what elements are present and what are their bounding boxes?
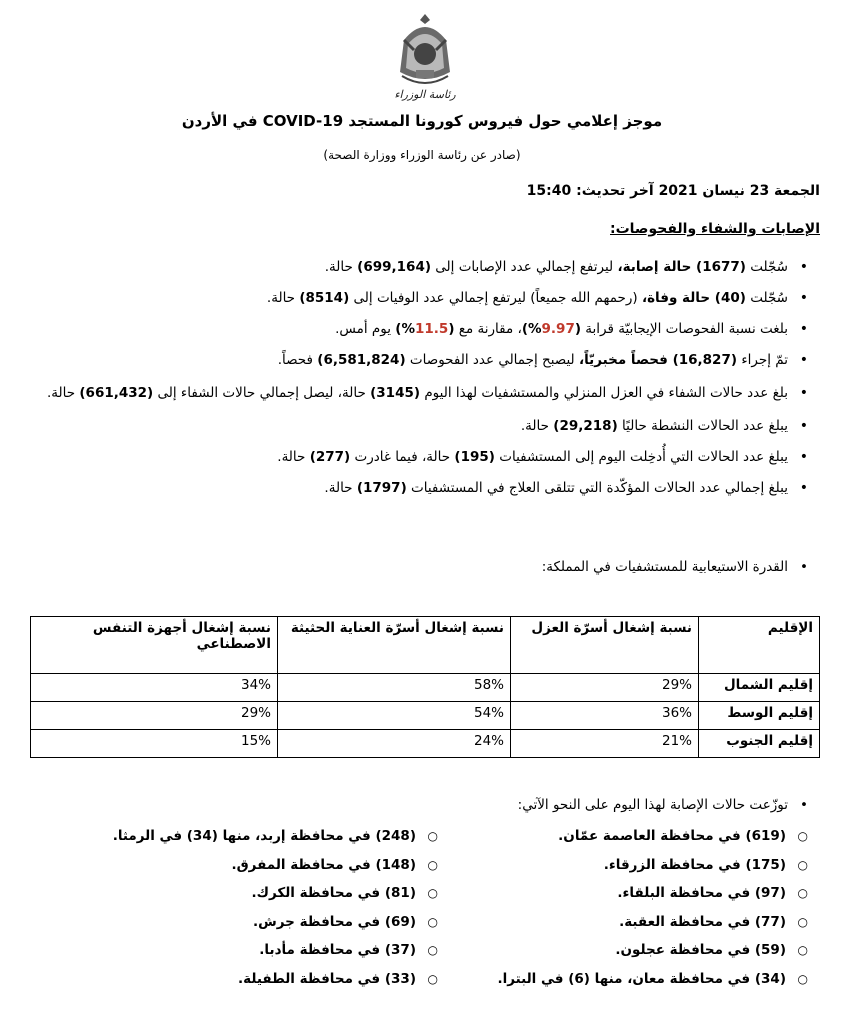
list-item: ○ (97) في محافظة البلقاء.: [454, 879, 814, 908]
table-cell: 58%: [278, 674, 511, 702]
table-cell: 21%: [511, 730, 699, 758]
table-cell: 54%: [278, 702, 511, 730]
list-item: • بلغ عدد حالات الشفاء في العزل المنزلي والمستشفيات لهذا اليوم (3145) حالة، ليصل إجمالي حالات الشفاء إلى (661,432) حالة.: [24, 380, 814, 406]
stats-list: [24, 256, 814, 508]
list-item: ○ (248) في محافظة إربد، منها (34) في الرمثا.: [30, 822, 444, 851]
list-item: ○ (37) في محافظة مأدبا.: [30, 936, 444, 965]
list-item: • يبلغ عدد الحالات النشطة حاليًا (29,218) حالة.: [24, 415, 814, 437]
list-item: ○ (81) في محافظة الكرك.: [30, 879, 444, 908]
list-item: ○ (59) في محافظة عجلون.: [454, 936, 814, 965]
list-item: • يبلغ عدد الحالات التي أُدخِلت اليوم إلى المستشفيات (195) حالة، فيما غادرت (277) حالة.: [24, 446, 814, 468]
section-title: الإصابات والشفاء والفحوصات:: [610, 221, 820, 237]
table-cell: 15%: [31, 730, 278, 758]
table-cell: إقليم الوسط: [699, 702, 820, 730]
list-item: ○ (33) في محافظة الطفيلة.: [30, 965, 444, 994]
column-header: نسبة إشغال أسرّة العناية الحثيثة: [278, 617, 511, 674]
list-item: • بلغت نسبة الفحوصات الإيجابيّة قرابة (9.97%)، مقارنة مع (11.5%) يوم أمس.: [24, 318, 814, 340]
column-header: الإقليم: [699, 617, 820, 674]
table-header-row: [31, 617, 820, 674]
table-cell: 29%: [31, 702, 278, 730]
column-header: نسبة إشغال أسرّة العزل: [511, 617, 699, 674]
list-item: • سُجّلت (1677) حالة إصابة، ليرتفع إجمالي عدد الإصابات إلى (699,164) حالة.: [24, 256, 814, 278]
distribution-intro: • توزّعت حالات الإصابة لهذا اليوم على النحو الآتي:: [518, 797, 814, 813]
table-cell: إقليم الشمال: [699, 674, 820, 702]
governorate-list-left: [30, 822, 444, 993]
table-row: [31, 674, 820, 702]
list-item: • سُجّلت (40) حالة وفاة، (رحمهم الله جميعاً) ليرتفع إجمالي عدد الوفيات إلى (8514) حالة.: [24, 287, 814, 309]
list-item: • تمّ إجراء (16,827) فحصاً مخبريّاً، ليصبح إجمالي عدد الفحوصات (6,581,824) فحصاً.: [24, 349, 814, 371]
list-item: ○ (69) في محافظة جرش.: [30, 908, 444, 937]
table-row: [31, 730, 820, 758]
table-cell: 29%: [511, 674, 699, 702]
capacity-intro: • القدرة الاستيعابية للمستشفيات في المملكة:: [542, 559, 814, 575]
list-item: ○ (34) في محافظة معان، منها (6) في البترا.: [454, 965, 814, 994]
date-line: الجمعة 23 نيسان 2021 آخر تحديث: 15:40: [526, 183, 820, 199]
table-cell: 34%: [31, 674, 278, 702]
list-item: ○ (148) في محافظة المفرق.: [30, 851, 444, 880]
capacity-table: [30, 616, 820, 758]
list-item: ○ (175) في محافظة الزرقاء.: [454, 851, 814, 880]
logo-caption: رئاسة الوزراء: [394, 88, 456, 101]
page-title: موجز إعلامي حول فيروس كورونا المستجد COVID-19 في الأردن: [181, 112, 663, 130]
column-header: نسبة إشغال أجهزة التنفس الاصطناعي: [31, 617, 278, 674]
governorate-list-right: [454, 822, 814, 993]
table-cell: 24%: [278, 730, 511, 758]
page-subtitle: (صادر عن رئاسة الوزراء ووزارة الصحة): [323, 148, 521, 162]
list-item: ○ (77) في محافظة العقبة.: [454, 908, 814, 937]
table-cell: 36%: [511, 702, 699, 730]
table-row: [31, 702, 820, 730]
list-item: ○ (619) في محافظة العاصمة عمّان.: [454, 822, 814, 851]
list-item: • يبلغ إجمالي عدد الحالات المؤكّدة التي تتلقى العلاج في المستشفيات (1797) حالة.: [24, 477, 814, 499]
table-cell: إقليم الجنوب: [699, 730, 820, 758]
